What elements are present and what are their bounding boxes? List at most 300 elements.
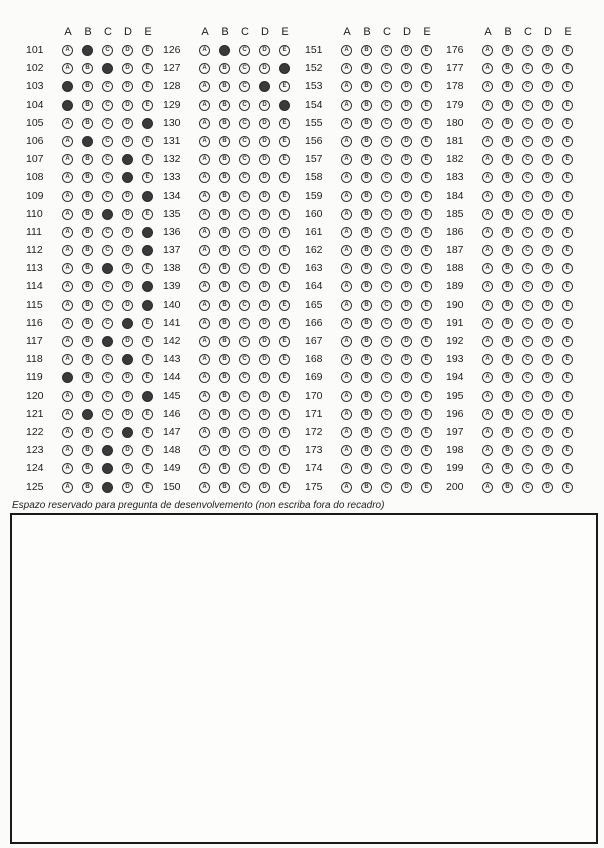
answer-bubble-c[interactable] (102, 482, 113, 493)
answer-bubble-a[interactable]: A (62, 391, 73, 402)
answer-bubble-b[interactable]: B (82, 318, 93, 329)
answer-bubble-a[interactable]: A (482, 409, 493, 420)
answer-bubble-b[interactable]: B (361, 245, 372, 256)
answer-bubble-e[interactable]: E (279, 318, 290, 329)
answer-bubble-d[interactable]: D (259, 136, 270, 147)
answer-bubble-b[interactable]: B (502, 172, 513, 183)
answer-bubble-a[interactable]: A (199, 118, 210, 129)
answer-bubble-a[interactable]: A (199, 463, 210, 474)
answer-bubble-c[interactable]: C (102, 136, 113, 147)
answer-bubble-a[interactable]: A (482, 445, 493, 456)
answer-bubble-b[interactable]: B (82, 154, 93, 165)
answer-bubble-a[interactable]: A (199, 227, 210, 238)
answer-bubble-b[interactable]: B (502, 300, 513, 311)
answer-bubble-a[interactable]: A (199, 45, 210, 56)
answer-bubble-b[interactable]: B (361, 336, 372, 347)
answer-bubble-c[interactable]: C (102, 318, 113, 329)
answer-bubble-d[interactable]: D (259, 45, 270, 56)
answer-bubble-a[interactable]: A (482, 300, 493, 311)
answer-bubble-b[interactable]: B (502, 191, 513, 202)
answer-bubble-b[interactable]: B (82, 245, 93, 256)
answer-bubble-c[interactable]: C (381, 391, 392, 402)
answer-bubble-d[interactable]: D (542, 100, 553, 111)
answer-bubble-a[interactable]: A (62, 336, 73, 347)
answer-bubble-e[interactable]: E (421, 445, 432, 456)
answer-bubble-b[interactable]: B (82, 354, 93, 365)
answer-bubble-a[interactable]: A (62, 354, 73, 365)
answer-bubble-b[interactable]: B (361, 409, 372, 420)
answer-bubble-d[interactable]: D (542, 209, 553, 220)
answer-bubble-b[interactable]: B (219, 409, 230, 420)
answer-bubble-c[interactable]: C (522, 81, 533, 92)
answer-bubble-a[interactable]: A (482, 482, 493, 493)
answer-bubble-e[interactable] (279, 100, 290, 111)
answer-bubble-c[interactable]: C (381, 63, 392, 74)
answer-bubble-c[interactable]: C (239, 191, 250, 202)
answer-bubble-e[interactable]: E (421, 154, 432, 165)
answer-bubble-e[interactable]: E (142, 372, 153, 383)
answer-bubble-e[interactable]: E (142, 100, 153, 111)
answer-bubble-a[interactable]: A (199, 172, 210, 183)
answer-bubble-a[interactable]: A (62, 227, 73, 238)
answer-bubble-b[interactable]: B (361, 100, 372, 111)
answer-bubble-c[interactable]: C (522, 445, 533, 456)
answer-bubble-d[interactable]: D (401, 209, 412, 220)
answer-bubble-a[interactable]: A (341, 391, 352, 402)
answer-bubble-e[interactable]: E (142, 463, 153, 474)
answer-bubble-c[interactable] (102, 463, 113, 474)
answer-bubble-a[interactable]: A (341, 136, 352, 147)
answer-bubble-e[interactable]: E (279, 118, 290, 129)
answer-bubble-c[interactable]: C (381, 336, 392, 347)
answer-bubble-b[interactable]: B (219, 318, 230, 329)
answer-bubble-e[interactable] (142, 191, 153, 202)
answer-bubble-e[interactable]: E (421, 281, 432, 292)
answer-bubble-d[interactable]: D (122, 281, 133, 292)
answer-bubble-a[interactable]: A (482, 354, 493, 365)
answer-bubble-b[interactable]: B (502, 227, 513, 238)
answer-bubble-c[interactable]: C (522, 172, 533, 183)
answer-bubble-c[interactable]: C (239, 281, 250, 292)
answer-bubble-d[interactable]: D (401, 281, 412, 292)
answer-bubble-c[interactable]: C (522, 372, 533, 383)
answer-bubble-d[interactable]: D (401, 63, 412, 74)
answer-bubble-c[interactable]: C (522, 154, 533, 165)
answer-bubble-a[interactable]: A (341, 445, 352, 456)
answer-bubble-b[interactable]: B (502, 482, 513, 493)
answer-bubble-e[interactable]: E (562, 318, 573, 329)
answer-bubble-d[interactable]: D (401, 445, 412, 456)
answer-bubble-e[interactable]: E (562, 209, 573, 220)
answer-bubble-c[interactable]: C (102, 172, 113, 183)
answer-bubble-e[interactable] (142, 118, 153, 129)
answer-bubble-c[interactable]: C (102, 354, 113, 365)
answer-bubble-b[interactable] (82, 45, 93, 56)
answer-bubble-d[interactable]: D (259, 118, 270, 129)
answer-bubble-a[interactable]: A (482, 81, 493, 92)
answer-bubble-e[interactable]: E (142, 136, 153, 147)
answer-bubble-c[interactable]: C (102, 372, 113, 383)
answer-bubble-e[interactable]: E (279, 409, 290, 420)
answer-bubble-e[interactable]: E (421, 245, 432, 256)
answer-bubble-b[interactable]: B (219, 354, 230, 365)
answer-bubble-b[interactable]: B (502, 281, 513, 292)
answer-bubble-c[interactable]: C (522, 300, 533, 311)
answer-bubble-e[interactable]: E (279, 227, 290, 238)
answer-bubble-a[interactable]: A (62, 445, 73, 456)
answer-bubble-c[interactable] (102, 63, 113, 74)
answer-bubble-b[interactable]: B (361, 154, 372, 165)
answer-bubble-d[interactable]: D (259, 372, 270, 383)
answer-bubble-c[interactable]: C (381, 300, 392, 311)
answer-bubble-d[interactable] (122, 427, 133, 438)
answer-bubble-a[interactable]: A (341, 336, 352, 347)
answer-bubble-d[interactable] (122, 172, 133, 183)
answer-bubble-e[interactable]: E (142, 81, 153, 92)
answer-bubble-a[interactable]: A (62, 281, 73, 292)
answer-bubble-b[interactable]: B (219, 391, 230, 402)
answer-bubble-a[interactable]: A (482, 391, 493, 402)
answer-bubble-e[interactable]: E (421, 300, 432, 311)
answer-bubble-e[interactable]: E (279, 300, 290, 311)
answer-bubble-d[interactable]: D (401, 118, 412, 129)
answer-bubble-c[interactable]: C (522, 100, 533, 111)
answer-bubble-d[interactable]: D (259, 427, 270, 438)
answer-bubble-e[interactable]: E (142, 209, 153, 220)
answer-bubble-c[interactable]: C (239, 81, 250, 92)
answer-bubble-c[interactable]: C (522, 427, 533, 438)
answer-bubble-d[interactable]: D (542, 482, 553, 493)
answer-bubble-d[interactable]: D (542, 336, 553, 347)
answer-bubble-a[interactable]: A (482, 281, 493, 292)
answer-bubble-c[interactable]: C (522, 209, 533, 220)
answer-bubble-a[interactable]: A (482, 263, 493, 274)
answer-bubble-d[interactable]: D (122, 482, 133, 493)
answer-bubble-e[interactable]: E (562, 463, 573, 474)
answer-bubble-d[interactable]: D (122, 409, 133, 420)
answer-bubble-e[interactable]: E (562, 81, 573, 92)
answer-bubble-e[interactable]: E (562, 136, 573, 147)
answer-bubble-b[interactable]: B (361, 482, 372, 493)
answer-bubble-d[interactable]: D (259, 263, 270, 274)
answer-bubble-b[interactable]: B (82, 300, 93, 311)
answer-bubble-d[interactable]: D (401, 100, 412, 111)
answer-bubble-d[interactable]: D (122, 209, 133, 220)
answer-bubble-d[interactable]: D (259, 318, 270, 329)
answer-bubble-c[interactable]: C (381, 482, 392, 493)
answer-bubble-e[interactable]: E (421, 463, 432, 474)
answer-bubble-b[interactable] (82, 409, 93, 420)
answer-bubble-a[interactable]: A (341, 209, 352, 220)
answer-bubble-b[interactable]: B (219, 336, 230, 347)
answer-bubble-c[interactable]: C (381, 45, 392, 56)
answer-bubble-e[interactable]: E (279, 445, 290, 456)
answer-bubble-d[interactable]: D (401, 391, 412, 402)
answer-bubble-b[interactable]: B (219, 63, 230, 74)
answer-bubble-b[interactable]: B (361, 391, 372, 402)
answer-bubble-a[interactable]: A (62, 463, 73, 474)
answer-bubble-d[interactable]: D (542, 354, 553, 365)
answer-bubble-c[interactable]: C (522, 318, 533, 329)
answer-bubble-d[interactable]: D (259, 409, 270, 420)
answer-bubble-e[interactable]: E (562, 263, 573, 274)
answer-bubble-d[interactable]: D (401, 81, 412, 92)
answer-bubble-a[interactable]: A (341, 482, 352, 493)
answer-bubble-d[interactable]: D (401, 300, 412, 311)
answer-bubble-d[interactable]: D (401, 45, 412, 56)
answer-bubble-d[interactable]: D (542, 172, 553, 183)
answer-bubble-e[interactable]: E (421, 336, 432, 347)
answer-bubble-b[interactable]: B (219, 372, 230, 383)
answer-bubble-a[interactable]: A (482, 45, 493, 56)
answer-bubble-a[interactable]: A (199, 336, 210, 347)
answer-bubble-b[interactable]: B (82, 263, 93, 274)
answer-bubble-d[interactable] (122, 354, 133, 365)
answer-bubble-d[interactable]: D (401, 318, 412, 329)
answer-bubble-b[interactable]: B (502, 209, 513, 220)
answer-bubble-e[interactable]: E (421, 136, 432, 147)
answer-bubble-a[interactable]: A (199, 100, 210, 111)
answer-bubble-b[interactable]: B (502, 154, 513, 165)
answer-bubble-d[interactable]: D (122, 463, 133, 474)
answer-bubble-c[interactable]: C (381, 427, 392, 438)
answer-bubble-c[interactable] (102, 263, 113, 274)
answer-bubble-b[interactable]: B (219, 482, 230, 493)
answer-bubble-b[interactable]: B (361, 227, 372, 238)
answer-bubble-c[interactable]: C (522, 63, 533, 74)
answer-bubble-b[interactable]: B (219, 463, 230, 474)
answer-bubble-a[interactable]: A (341, 45, 352, 56)
answer-bubble-d[interactable]: D (122, 336, 133, 347)
answer-bubble-d[interactable]: D (259, 482, 270, 493)
answer-bubble-d[interactable]: D (122, 63, 133, 74)
answer-bubble-d[interactable]: D (542, 409, 553, 420)
answer-bubble-e[interactable]: E (279, 172, 290, 183)
answer-bubble-c[interactable]: C (522, 227, 533, 238)
answer-bubble-e[interactable]: E (421, 63, 432, 74)
answer-bubble-d[interactable]: D (542, 300, 553, 311)
answer-bubble-b[interactable]: B (219, 136, 230, 147)
answer-bubble-e[interactable]: E (142, 63, 153, 74)
answer-bubble-c[interactable]: C (102, 45, 113, 56)
answer-bubble-d[interactable]: D (542, 427, 553, 438)
answer-bubble-d[interactable]: D (401, 245, 412, 256)
answer-bubble-e[interactable]: E (279, 154, 290, 165)
answer-bubble-e[interactable]: E (142, 427, 153, 438)
answer-bubble-e[interactable]: E (279, 354, 290, 365)
answer-bubble-c[interactable]: C (239, 172, 250, 183)
answer-bubble-e[interactable]: E (421, 318, 432, 329)
answer-bubble-a[interactable]: A (199, 372, 210, 383)
answer-bubble-a[interactable]: A (341, 263, 352, 274)
answer-bubble-e[interactable]: E (562, 227, 573, 238)
answer-bubble-a[interactable]: A (341, 463, 352, 474)
answer-bubble-b[interactable]: B (82, 336, 93, 347)
answer-bubble-d[interactable]: D (401, 354, 412, 365)
answer-bubble-a[interactable] (62, 372, 73, 383)
answer-bubble-e[interactable]: E (279, 427, 290, 438)
answer-bubble-a[interactable]: A (341, 118, 352, 129)
answer-bubble-d[interactable]: D (259, 172, 270, 183)
answer-bubble-b[interactable]: B (502, 463, 513, 474)
answer-bubble-d[interactable]: D (122, 391, 133, 402)
answer-bubble-e[interactable]: E (421, 427, 432, 438)
answer-bubble-b[interactable]: B (502, 118, 513, 129)
answer-bubble-b[interactable]: B (82, 227, 93, 238)
answer-bubble-e[interactable]: E (562, 336, 573, 347)
answer-bubble-a[interactable] (62, 100, 73, 111)
answer-bubble-d[interactable]: D (542, 45, 553, 56)
answer-bubble-c[interactable]: C (102, 391, 113, 402)
answer-bubble-c[interactable]: C (522, 118, 533, 129)
answer-bubble-b[interactable]: B (219, 81, 230, 92)
answer-bubble-a[interactable]: A (199, 281, 210, 292)
answer-bubble-b[interactable]: B (361, 372, 372, 383)
answer-bubble-a[interactable]: A (341, 354, 352, 365)
answer-bubble-c[interactable]: C (381, 281, 392, 292)
answer-bubble-a[interactable]: A (341, 63, 352, 74)
answer-bubble-b[interactable]: B (219, 227, 230, 238)
answer-bubble-e[interactable]: E (562, 245, 573, 256)
answer-bubble-c[interactable]: C (239, 263, 250, 274)
answer-bubble-e[interactable] (142, 281, 153, 292)
answer-bubble-d[interactable]: D (401, 427, 412, 438)
answer-bubble-e[interactable]: E (279, 281, 290, 292)
answer-bubble-b[interactable]: B (502, 372, 513, 383)
answer-bubble-c[interactable]: C (239, 136, 250, 147)
answer-bubble-d[interactable]: D (122, 445, 133, 456)
answer-bubble-a[interactable]: A (341, 100, 352, 111)
answer-bubble-a[interactable]: A (62, 154, 73, 165)
answer-bubble-c[interactable]: C (522, 391, 533, 402)
answer-bubble-a[interactable]: A (62, 318, 73, 329)
answer-bubble-c[interactable]: C (239, 227, 250, 238)
answer-bubble-b[interactable] (82, 136, 93, 147)
answer-bubble-a[interactable]: A (62, 136, 73, 147)
answer-bubble-c[interactable]: C (522, 191, 533, 202)
answer-bubble-e[interactable]: E (562, 372, 573, 383)
answer-bubble-e[interactable]: E (421, 118, 432, 129)
answer-bubble-a[interactable]: A (199, 482, 210, 493)
answer-bubble-e[interactable]: E (421, 172, 432, 183)
answer-bubble-b[interactable]: B (502, 391, 513, 402)
answer-bubble-e[interactable]: E (421, 209, 432, 220)
answer-bubble-a[interactable]: A (482, 227, 493, 238)
answer-bubble-a[interactable]: A (482, 318, 493, 329)
answer-bubble-c[interactable]: C (102, 191, 113, 202)
answer-bubble-c[interactable]: C (239, 209, 250, 220)
answer-bubble-a[interactable]: A (341, 300, 352, 311)
answer-bubble-e[interactable]: E (421, 227, 432, 238)
answer-bubble-e[interactable]: E (142, 445, 153, 456)
answer-bubble-d[interactable]: D (122, 263, 133, 274)
answer-bubble-b[interactable]: B (82, 281, 93, 292)
answer-bubble-b[interactable]: B (82, 445, 93, 456)
answer-bubble-c[interactable]: C (522, 136, 533, 147)
answer-bubble-b[interactable]: B (219, 209, 230, 220)
answer-bubble-a[interactable]: A (62, 172, 73, 183)
answer-bubble-b[interactable]: B (502, 354, 513, 365)
answer-bubble-c[interactable]: C (102, 227, 113, 238)
answer-bubble-d[interactable] (122, 154, 133, 165)
answer-bubble-a[interactable]: A (199, 63, 210, 74)
answer-bubble-d[interactable]: D (542, 318, 553, 329)
answer-bubble-a[interactable]: A (62, 191, 73, 202)
answer-bubble-e[interactable]: E (279, 482, 290, 493)
answer-bubble-b[interactable]: B (361, 172, 372, 183)
answer-bubble-e[interactable] (142, 391, 153, 402)
answer-bubble-b[interactable]: B (219, 281, 230, 292)
answer-bubble-c[interactable]: C (239, 372, 250, 383)
answer-bubble-d[interactable]: D (542, 281, 553, 292)
answer-bubble-b[interactable]: B (502, 100, 513, 111)
answer-bubble-c[interactable]: C (381, 263, 392, 274)
answer-bubble-e[interactable]: E (562, 445, 573, 456)
answer-bubble-b[interactable]: B (502, 318, 513, 329)
answer-bubble-a[interactable]: A (62, 300, 73, 311)
answer-bubble-b[interactable]: B (82, 118, 93, 129)
answer-bubble-b[interactable]: B (361, 427, 372, 438)
answer-bubble-a[interactable]: A (199, 191, 210, 202)
answer-bubble-d[interactable] (259, 81, 270, 92)
answer-bubble-e[interactable]: E (279, 209, 290, 220)
answer-bubble-c[interactable]: C (381, 354, 392, 365)
answer-bubble-b[interactable]: B (219, 427, 230, 438)
answer-bubble-b[interactable]: B (361, 136, 372, 147)
answer-bubble-b[interactable]: B (361, 463, 372, 474)
answer-bubble-c[interactable]: C (239, 409, 250, 420)
answer-bubble-c[interactable]: C (522, 336, 533, 347)
answer-bubble-d[interactable]: D (401, 263, 412, 274)
answer-bubble-e[interactable]: E (142, 154, 153, 165)
answer-bubble-b[interactable]: B (82, 372, 93, 383)
answer-bubble-b[interactable]: B (82, 463, 93, 474)
answer-bubble-e[interactable]: E (562, 391, 573, 402)
answer-bubble-e[interactable]: E (279, 245, 290, 256)
answer-bubble-e[interactable]: E (142, 263, 153, 274)
answer-bubble-c[interactable]: C (381, 172, 392, 183)
answer-bubble-b[interactable]: B (502, 45, 513, 56)
answer-bubble-e[interactable]: E (421, 45, 432, 56)
answer-bubble-c[interactable] (102, 445, 113, 456)
answer-bubble-e[interactable]: E (421, 409, 432, 420)
answer-bubble-a[interactable]: A (482, 63, 493, 74)
answer-bubble-c[interactable]: C (239, 318, 250, 329)
answer-bubble-a[interactable]: A (482, 172, 493, 183)
answer-bubble-b[interactable]: B (361, 81, 372, 92)
answer-bubble-d[interactable]: D (259, 245, 270, 256)
answer-bubble-b[interactable]: B (361, 63, 372, 74)
answer-bubble-a[interactable]: A (482, 209, 493, 220)
answer-bubble-a[interactable]: A (341, 172, 352, 183)
answer-bubble-e[interactable]: E (562, 172, 573, 183)
answer-bubble-e[interactable]: E (279, 45, 290, 56)
answer-bubble-c[interactable]: C (522, 281, 533, 292)
answer-bubble-c[interactable]: C (522, 482, 533, 493)
answer-bubble-c[interactable]: C (381, 118, 392, 129)
answer-bubble-c[interactable]: C (522, 409, 533, 420)
answer-bubble-a[interactable]: A (341, 81, 352, 92)
answer-bubble-a[interactable]: A (482, 136, 493, 147)
answer-bubble-e[interactable]: E (562, 118, 573, 129)
answer-bubble-a[interactable]: A (341, 427, 352, 438)
answer-bubble-d[interactable]: D (542, 245, 553, 256)
answer-bubble-d[interactable]: D (122, 81, 133, 92)
answer-bubble-c[interactable]: C (102, 281, 113, 292)
answer-bubble-d[interactable]: D (542, 391, 553, 402)
answer-bubble-b[interactable]: B (82, 209, 93, 220)
answer-bubble-b[interactable]: B (219, 118, 230, 129)
